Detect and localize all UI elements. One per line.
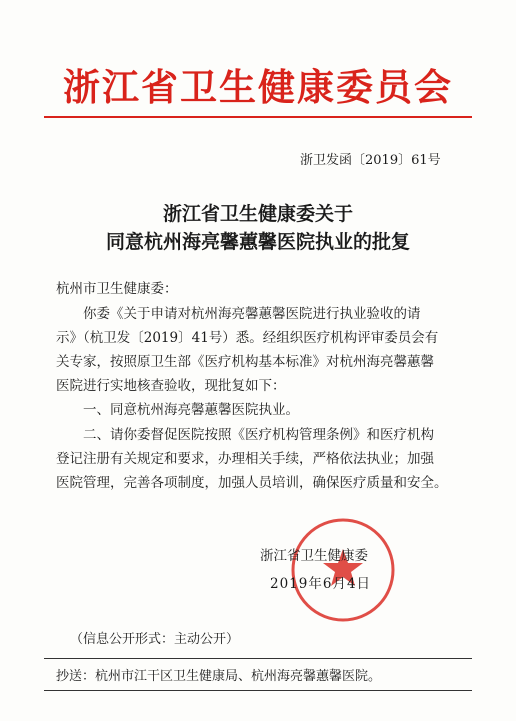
disclosure-form: （信息公开形式：主动公开） bbox=[70, 632, 240, 647]
body-line: 医院管理，完善各项制度，加强人员培训，确保医疗质量和安全。 bbox=[56, 475, 448, 491]
document-title-line-2: 同意杭州海亮馨蕙馨医院执业的批复 bbox=[105, 231, 410, 253]
body-line: 一、同意杭州海亮馨蕙馨医院执业。 bbox=[56, 402, 299, 418]
cc-line: 抄送：杭州市江干区卫生健康局、杭州海亮馨蕙馨医院。 bbox=[56, 669, 382, 684]
body-line: 登记注册有关规定和要求，办理相关手续，严格依法执业；加强 bbox=[56, 451, 434, 467]
cc-bottom-rule bbox=[44, 690, 472, 691]
body-line: 二、请你委督促医院按照《医疗机构管理条例》和医疗机构 bbox=[56, 427, 434, 443]
signature-date: 2019年6月4日 bbox=[270, 576, 372, 592]
signature-organization: 浙江省卫生健康委 bbox=[260, 548, 368, 564]
body-line: 你委《关于申请对杭州海亮馨蕙馨医院进行执业验收的请 bbox=[56, 306, 421, 322]
cc-top-rule bbox=[44, 658, 472, 659]
body-line: 杭州市卫生健康委： bbox=[56, 281, 178, 297]
document-number: 浙卫发函〔2019〕61号 bbox=[300, 153, 441, 168]
document-title-line-1: 浙江省卫生健康委关于 bbox=[162, 203, 353, 225]
body-line: 示》（杭卫发〔2019〕41号）悉。经组织医疗机构评审委员会有 bbox=[56, 330, 439, 346]
body-line: 关专家，按照原卫生部《医疗机构基本标准》对杭州海亮馨蕙馨 bbox=[56, 354, 434, 370]
official-seal bbox=[288, 515, 398, 625]
body-line: 医院进行实地核查验收，现批复如下： bbox=[56, 378, 286, 394]
issuer-title: 浙江省卫生健康委员会 bbox=[63, 66, 453, 109]
red-divider bbox=[44, 116, 472, 118]
